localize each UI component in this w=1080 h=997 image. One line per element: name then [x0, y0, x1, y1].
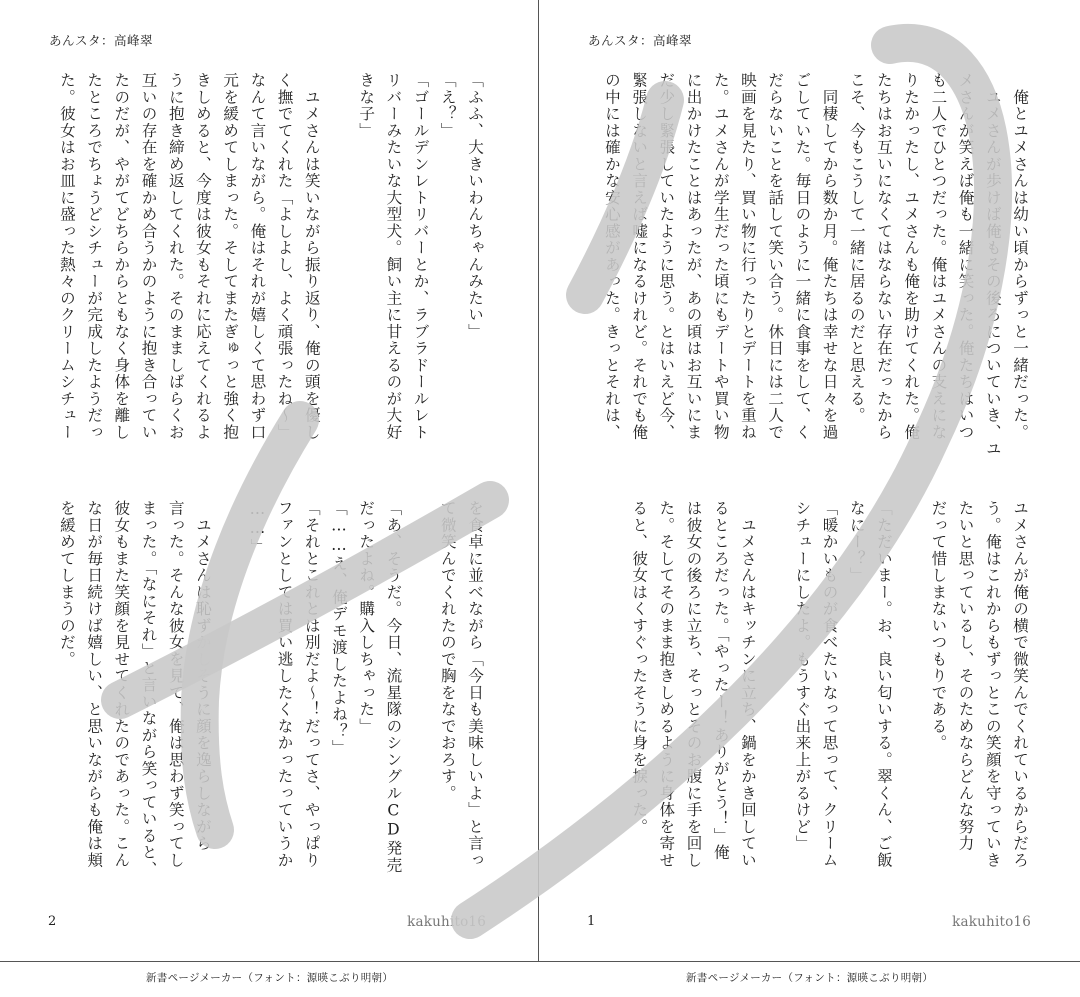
footer-caption-right: 新書ページメーカー（フォント：源暎こぶり明朝） — [686, 972, 934, 984]
page-number: 2 — [48, 914, 57, 929]
author-credit: kakuhito16 — [952, 914, 1031, 930]
page-header: あんスタ：高峰翠 — [588, 33, 693, 48]
left-page — [0, 0, 537, 961]
author-credit: kakuhito16 — [407, 914, 486, 930]
body-text-bottom: を食卓に並べながら「今日も美味しいよ」と言っ て微笑んでくれたので胸をなでおろす。 「あ、そうだ。今日、流星隊のシングルCD発売 だったよね。購入しちゃった」 「……え、俺デモ渡したよね？」 「それとこれとは別だよ～！だってさ、やっぱり ファンとしては買い逃したくなかったっていうか ……」 ユメさんは恥ずかしそうに顔を逸らしながら 言った。そんな彼女を見て、俺は思わず笑ってし まった。「なにそれ」と言いながら笑っていると、 彼女もまた笑顔を見せてくれたのであった。こん な日が毎日続けば嬉しい、と思いながらも俺は頬 を緩めてしまうのだ。 — [57, 500, 484, 878]
page-header: あんスタ：高峰翠 — [49, 33, 154, 48]
footer-caption-left: 新書ページメーカー（フォント：源暎こぶり明朝） — [146, 972, 394, 984]
right-page — [538, 0, 1080, 961]
body-text-top: 俺とユメさんは幼い頃からずっと一緒だった。 ユメさんが歩けば俺もその後ろについていき、ユ メさんが笑えば俺も一緒に笑った。俺たちはいつ も二人でひとつだった。俺はユメさんの支えにな りたかったし、ユメさんも俺を助けてくれた。俺 たちはお互いになくてはならない存在だったから こそ、今もこうして一緒に居るのだと思える。 同棲してから数か月。俺たちは幸せな日々を過 ごしていた。毎日のように一緒に食事をして、く だらないことを話して笑い合う。休日には二人で 映画を見たり、買い物に行ったりとデートを重ね た。ユメさんが学生だった頃にもデートや買い物 に出かけたことはあったが、あの頃はお互いにま だ少し緊張していたように思う。とはいえど今、 緊張しないと言えば嘘になるけれど。それでも俺 の中には確かな安心感があった。きっとそれは、 — [602, 72, 1029, 458]
page-number: 1 — [587, 914, 596, 929]
body-text-top: 「ふふ、大きいわんちゃんみたい」 「え？」 「ゴールデンレトリバーとか、ラブラドールレト リバーみたいな大型犬。飼い主に甘えるのが大好 きな子」 ユメさんは笑いながら振り返り、俺の頭を優し く撫でてくれた「よしよし、よく頑張ったね～」 なんて言いながら。俺はそれが嬉しくて思わず口 元を緩めてしまった。そしてまたぎゅっと強く抱 きしめると、今度は彼女もそれに応えてくれるよ うに抱き締め返してくれた。そのまましばらくお 互いの存在を確かめ合うかのように抱き合ってい たのだが、やがてどちらからともなく身体を離し たところでちょうどシチューが完成したようだっ た。彼女はお皿に盛った熱々のクリームシチュー — [57, 72, 484, 441]
body-text-bottom: ユメさんが俺の横で微笑んでくれているからだろ う。俺はこれからもずっとこの笑顔を守っていき たいと思っているし、そのためならどんな努力 だって惜しまないつもりである。 「ただいまー。お、良い匂いする。翠くん、ご飯 なにー？」 「暖かいものが食べたいなって思って、クリーム シチューにしたよ。もうすぐ出来上がるけど」 ユメさんはキッチンに立ち、鍋をかき回してい るところだった。「やったー！ありがとう！」俺 は彼女の後ろに立ち、そっとそのお腹に手を回し た。そしてそのまま抱きしめるように身体を寄せ ると、彼女はくすぐったそうに身を捩った。 — [630, 500, 1029, 869]
